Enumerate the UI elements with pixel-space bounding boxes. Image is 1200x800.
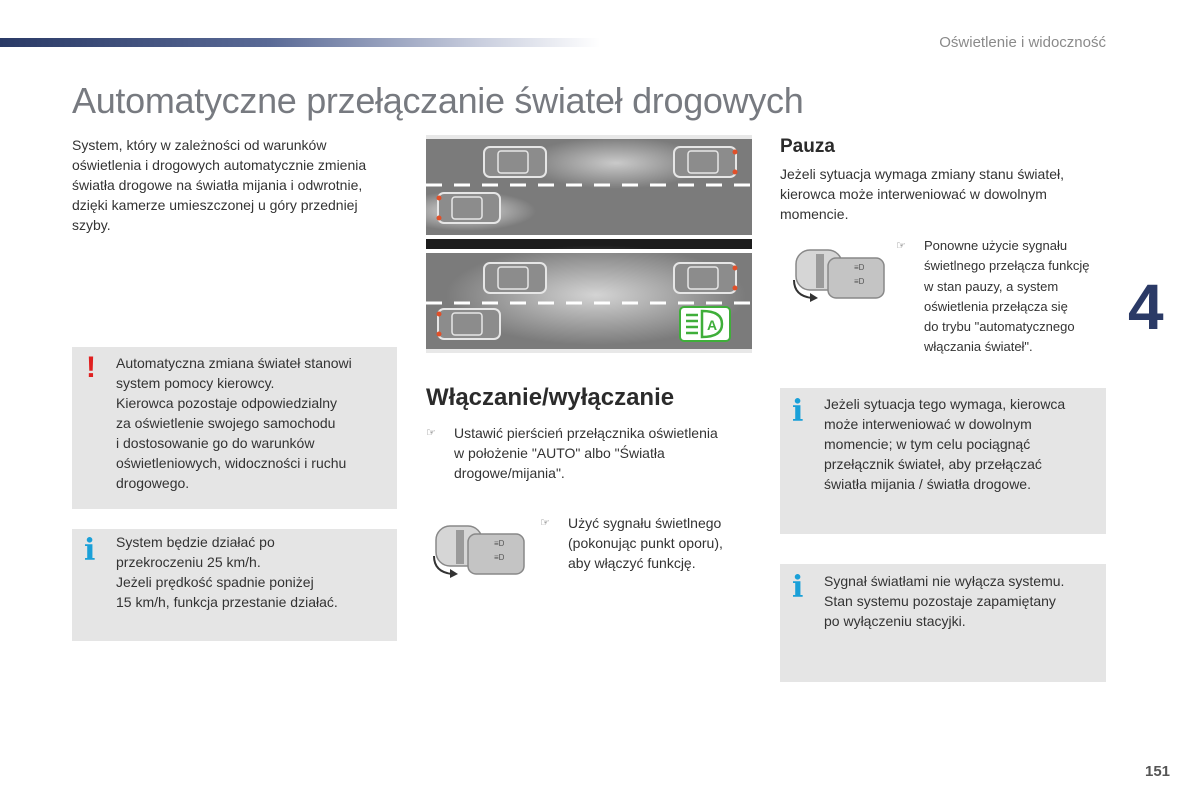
info-line: po wyłączeniu stacyjki. — [824, 613, 966, 629]
info-line: Stan systemu pozostaje zapamiętany — [824, 593, 1056, 609]
auto-badge-letter: A — [706, 317, 718, 333]
intro-paragraph — [72, 135, 402, 235]
warning-line: i dostosowanie go do warunków — [116, 435, 315, 451]
svg-text:≡D: ≡D — [854, 263, 865, 272]
info-line: przełącznik świateł, aby przełączać — [824, 456, 1042, 472]
warning-text — [116, 353, 352, 493]
info-line: światła mijania / światła drogowe. — [824, 476, 1031, 492]
intro-line: szyby. — [72, 217, 111, 233]
car-icon — [437, 193, 501, 223]
info-line: 15 km/h, funkcja przestanie działać. — [116, 594, 338, 610]
bullet-line: aby włączyć funkcję. — [568, 555, 696, 571]
svg-text:≡D: ≡D — [494, 553, 505, 562]
bullet-line: oświetlenia przełącza się — [924, 298, 1068, 314]
pause-paragraph — [780, 164, 1110, 224]
light-stalk-pull-icon — [788, 242, 892, 304]
auto-high-beam-indicator-icon — [680, 307, 730, 341]
intro-line: System, który w zależności od warunków — [72, 137, 327, 153]
info-override-text — [824, 394, 1065, 494]
page-number: 151 — [1145, 763, 1171, 780]
info-icon: i — [792, 570, 804, 605]
bullet-line: Ponowne użycie sygnału — [924, 238, 1068, 253]
car-icon — [674, 147, 738, 177]
bullet-line: Ustawić pierścień przełącznika oświetlenia — [454, 425, 718, 441]
info-line: momencie; w tym celu pociągnąć — [824, 436, 1031, 452]
bullet-line: Użyć sygnału świetlnego — [568, 515, 722, 531]
warning-line: oświetleniowych, widoczności i ruchu — [116, 455, 347, 471]
bullet-line: drogowe/mijania". — [454, 465, 565, 481]
info-icon: i — [84, 533, 96, 568]
info-memory-text — [824, 571, 1064, 631]
bullet-arrow-icon: ☞ — [896, 240, 906, 252]
info-line: System będzie działać po — [116, 534, 275, 550]
bullet-line: do trybu "automatycznego — [924, 319, 1075, 335]
info-box-memory — [780, 564, 1106, 682]
info-speed-text — [116, 532, 338, 612]
bullet-line: w stan pauzy, a system — [924, 278, 1059, 294]
info-line: Jeżeli sytuacja tego wymaga, kierowca — [824, 396, 1066, 412]
on-off-heading: Włączanie/wyłączanie — [426, 384, 675, 411]
road-illustration — [426, 135, 752, 353]
bullet-arrow-icon: ☞ — [540, 517, 550, 529]
bullet-text — [924, 236, 1089, 358]
warning-line: system pomocy kierowcy. — [116, 375, 275, 391]
svg-text:≡D: ≡D — [494, 539, 505, 548]
car-icon — [674, 263, 738, 293]
pause-line: kierowca może interweniować w dowolnym — [780, 186, 1047, 202]
bullet-text — [454, 423, 718, 483]
intro-line: oświetlenia i drogowych automatycznie zmienia — [72, 157, 367, 173]
bullet-text — [568, 513, 723, 573]
intro-line: światła drogowe na światła mijania i odwrotnie, — [72, 177, 363, 193]
info-line: Jeżeli prędkość spadnie poniżej — [116, 574, 314, 590]
info-icon: i — [792, 394, 804, 429]
info-line: Sygnał światłami nie wyłącza systemu. — [824, 573, 1065, 589]
chapter-number: 4 — [1128, 271, 1164, 343]
car-icon — [437, 309, 501, 339]
info-box-override — [780, 388, 1106, 534]
warning-line: Automatyczna zmiana świateł stanowi — [116, 355, 352, 371]
light-stalk-pull-icon — [428, 518, 532, 580]
bullet-line: w położenie "AUTO" albo "Światła — [454, 445, 665, 461]
warning-line: za oświetlenie swojego samochodu — [116, 415, 336, 431]
warning-line: Kierowca pozostaje odpowiedzialny — [116, 395, 338, 411]
car-icon — [484, 263, 546, 293]
section-title: Oświetlenie i widoczność — [939, 34, 1106, 51]
bullet-line: świetlnego przełącza funkcję — [924, 258, 1090, 274]
intro-line: dzięki kamerze umieszczonej u góry przedniej — [72, 197, 358, 213]
header-gradient-bar — [0, 38, 600, 47]
warning-icon: ! — [86, 351, 96, 384]
page-title: Automatyczne przełączanie świateł drogowych — [72, 80, 804, 121]
bullet-line: włączania świateł". — [924, 339, 1033, 355]
info-line: może interweniować w dowolnym — [824, 416, 1032, 432]
car-icon — [484, 147, 546, 177]
pause-heading: Pauza — [780, 136, 835, 157]
warning-line: drogowego. — [116, 475, 190, 491]
warning-box — [72, 347, 397, 509]
info-line: przekroczeniu 25 km/h. — [116, 554, 261, 570]
pause-line: Jeżeli sytuacja wymaga zmiany stanu świateł, — [780, 166, 1065, 182]
bullet-line: (pokonując punkt oporu), — [568, 535, 723, 551]
pause-line: momencie. — [780, 206, 849, 222]
bullet-arrow-icon: ☞ — [426, 427, 436, 439]
info-box-speed — [72, 529, 397, 641]
svg-text:≡D: ≡D — [854, 277, 865, 286]
